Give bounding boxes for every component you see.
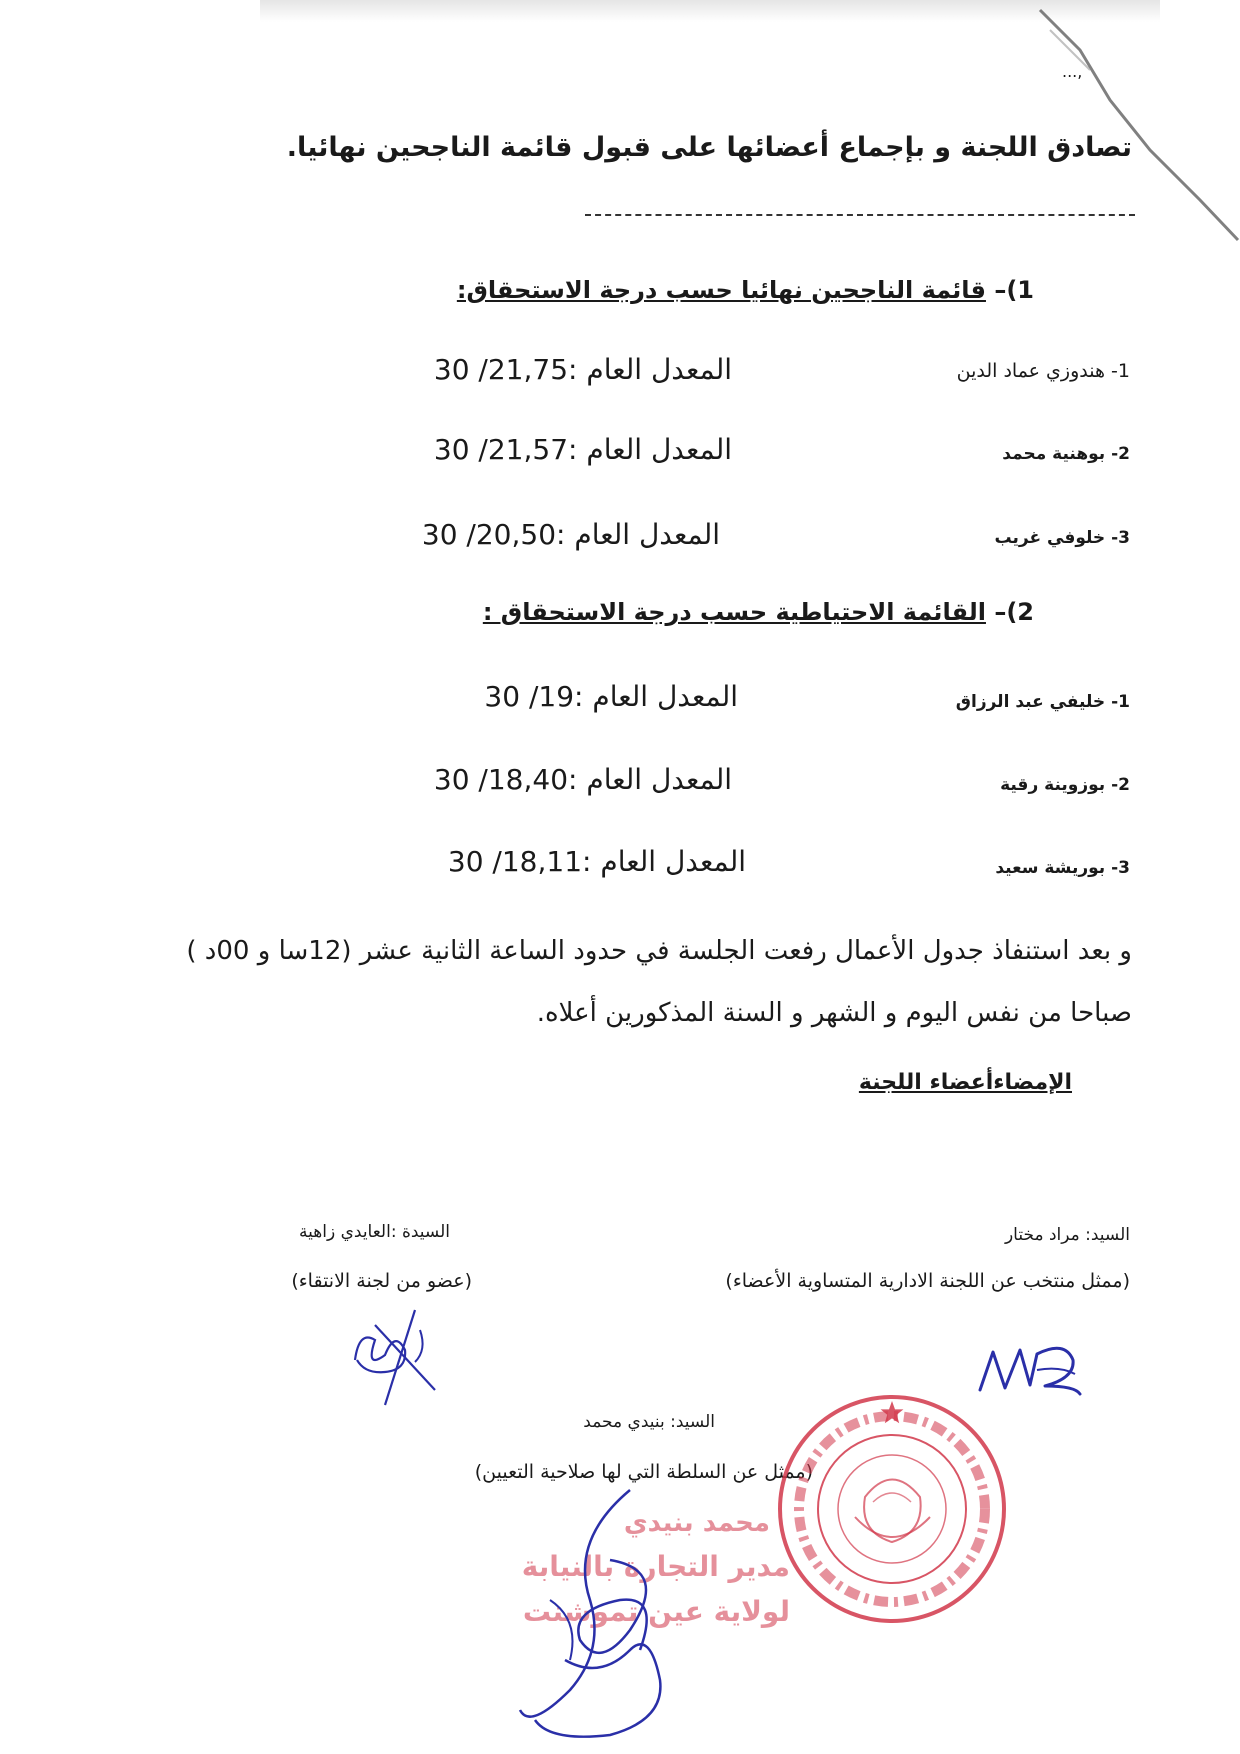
section1-title: قائمة الناجحين نهائيا حسب درجة الاستحقاق: bbox=[456, 276, 986, 304]
section2-heading bbox=[483, 598, 1034, 626]
intro-text: تصادق اللجنة و بإجماع أعضائها على قبول قائمة الناجحين نهائيا. bbox=[286, 132, 1132, 163]
section2-entry-1-name: 1- خليفي عبد الرزاق bbox=[955, 692, 1130, 712]
section2-entry-2-name: 2- بوزوينة رقية bbox=[1000, 775, 1130, 795]
scan-top-shadow bbox=[260, 0, 1160, 22]
section1-entry-3-average: المعدل العام :20,50/ 30 bbox=[421, 518, 720, 551]
stamp-province: لولاية عين تموشنت bbox=[522, 1595, 790, 1628]
section2-entry-3-name: 3- بوريشة سعيد bbox=[995, 858, 1130, 878]
section2-entry-3-average: المعدل العام :18,11/ 30 bbox=[447, 845, 746, 878]
official-seal bbox=[775, 1392, 1009, 1626]
section2-entry-2-average: المعدل العام :18,40/ 30 bbox=[433, 763, 732, 796]
stamp-title: مدير التجارة بالنيابة bbox=[521, 1550, 790, 1583]
dashed-divider bbox=[585, 214, 1135, 216]
section1-entry-2-name: 2- بوهنية محمد bbox=[1002, 444, 1130, 464]
closing-line-1: و بعد استنفاذ جدول الأعمال رفعت الجلسة في حدود الساعة الثانية عشر (12سا و 00د ) bbox=[186, 936, 1132, 966]
section1-entry-2-average: المعدل العام :21,57/ 30 bbox=[433, 433, 732, 466]
section2-number: 2)– bbox=[994, 598, 1034, 626]
signatory-1-name: السيد: مراد مختار bbox=[1004, 1225, 1130, 1245]
folded-corner-shadow bbox=[1030, 0, 1240, 250]
section2-entry-1-average: المعدل العام :19/ 30 bbox=[484, 680, 738, 713]
signature-2-scribble bbox=[345, 1300, 445, 1410]
signature-3-scribble bbox=[510, 1480, 690, 1750]
section1-number: 1)– bbox=[994, 276, 1034, 304]
signatures-heading: الإمضاءأعضاء اللجنة bbox=[858, 1070, 1072, 1095]
page-mark: ..., bbox=[1062, 62, 1083, 81]
signatory-3-role: (ممثل عن السلطة التي لها صلاحية التعيين) bbox=[474, 1461, 813, 1483]
section1-entry-3-name: 3- خلوفي غريب bbox=[994, 528, 1130, 548]
signatory-1-role: (ممثل منتخب عن اللجنة الادارية المتساوية الأعضاء) bbox=[725, 1270, 1130, 1292]
signatory-3-name: السيد: بنيدي محمد bbox=[583, 1412, 715, 1432]
section1-entry-1-average: المعدل العام :21,75/ 30 bbox=[433, 353, 732, 386]
stamp-name: محمد بنيدي bbox=[623, 1508, 770, 1538]
signatory-2-name: السيدة :العايدي زاهية bbox=[299, 1222, 450, 1242]
signatory-2-role: (عضو من لجنة الانتقاء) bbox=[291, 1270, 472, 1292]
closing-line-2: صباحا من نفس اليوم و الشهر و السنة المذكورين أعلاه. bbox=[536, 998, 1132, 1028]
section2-title: القائمة الاحتياطية حسب درجة الاستحقاق : bbox=[482, 598, 986, 626]
section1-entry-1-name: 1- هندوزي عماد الدين bbox=[956, 360, 1130, 382]
section1-heading bbox=[457, 276, 1034, 304]
